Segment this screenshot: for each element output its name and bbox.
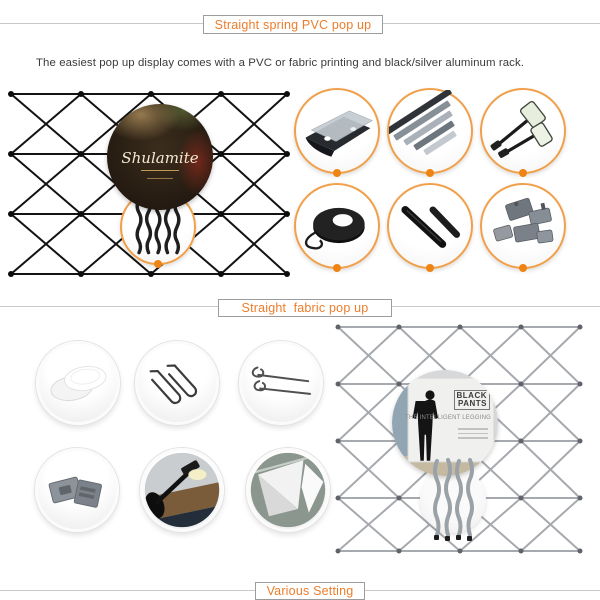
section-title-various-label: Various Setting <box>266 584 354 598</box>
part-circle-aluminum-alloy-bars <box>387 88 473 174</box>
poster-brand-text <box>454 390 491 410</box>
orange-marker-dot <box>154 260 162 268</box>
magnetic-tape-roll-icon <box>296 185 378 267</box>
product-description: The easiest pop up display comes with a PVC or fabric printing and black/silver aluminum rack. <box>36 57 525 69</box>
part-circle-spotlight-on-display <box>140 448 224 532</box>
orange-marker-dot <box>333 264 341 272</box>
pvc-panel-sheets-icon <box>296 90 378 172</box>
orange-marker-dot <box>333 169 341 177</box>
poster-brand-line2: PANTS <box>457 399 487 408</box>
orange-marker-dot <box>426 169 434 177</box>
velcro-discs-icon <box>39 344 117 422</box>
section-title-pvc-label: Straight spring PVC pop up <box>214 17 372 32</box>
part-circle-iron-hooks <box>239 341 323 425</box>
part-circle-stretched-fabric-corner <box>246 448 330 532</box>
orange-marker-dot <box>426 264 434 272</box>
part-circle-folding-hook-rods <box>135 341 219 425</box>
section-title-various <box>255 582 365 600</box>
poster-brand-line1: BLACK <box>456 391 487 400</box>
plastic-channel-clips-icon <box>38 451 116 529</box>
section-title-fabric <box>218 299 392 317</box>
poster-tagline: THE INTELLIGENT LEGGING <box>405 415 491 421</box>
orange-marker-dot <box>519 169 527 177</box>
section-title-fabric-label: Straight fabric pop up <box>241 301 369 315</box>
poster-paragraph-lines <box>458 428 488 442</box>
orange-marker-dot <box>519 264 527 272</box>
part-circle-led-spotlights <box>480 88 566 174</box>
part-circle-plastic-connectors <box>480 183 566 269</box>
part-circle-magnetic-tape-roll <box>294 183 380 269</box>
led-spotlights-icon <box>482 90 564 172</box>
stretched-fabric-corner-icon <box>249 451 327 529</box>
part-circle-plastic-channel-clips <box>35 448 119 532</box>
part-circle-pvc-panel-sheets <box>294 88 380 174</box>
folded-silver-frame-icon <box>428 455 480 543</box>
black-magnetic-bars-icon <box>389 185 471 267</box>
poster-gold-rule <box>141 170 179 171</box>
folding-hook-rods-icon <box>138 344 216 422</box>
iron-hooks-icon <box>242 344 320 422</box>
poster-title: Shulamite <box>121 148 199 167</box>
part-circle-velcro-discs <box>36 341 120 425</box>
plastic-connectors-icon <box>482 185 564 267</box>
spotlight-on-display-icon <box>143 451 221 529</box>
poster-gold-rule <box>147 178 173 179</box>
aluminum-alloy-bars-icon <box>389 90 471 172</box>
part-circle-black-magnetic-bars <box>387 183 473 269</box>
poster-circle-shulamite <box>107 104 213 210</box>
section-title-pvc <box>203 15 383 34</box>
